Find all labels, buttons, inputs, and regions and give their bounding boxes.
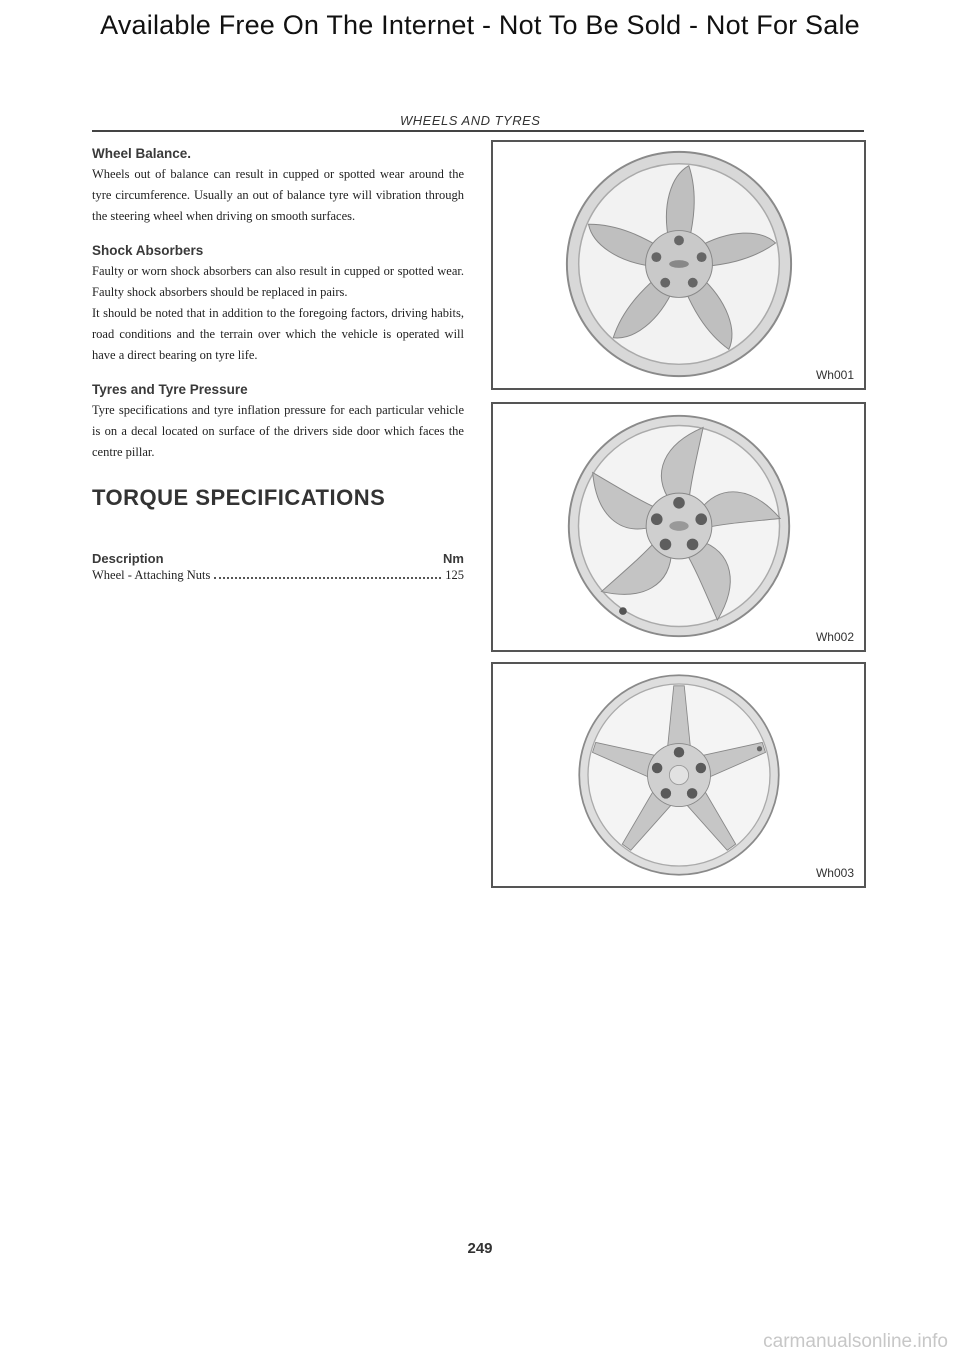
wheel-figure-3 <box>491 662 866 888</box>
spec-unit-header: Nm <box>443 551 464 566</box>
wheel-balance-paragraph: Wheels out of balance can result in cupped or spotted wear around the tyre circumference. Usually an out of balance tyre will vibration through the steering wheel when driving on smooth surfaces. <box>92 167 464 223</box>
text-column <box>92 146 464 583</box>
header-rule <box>92 130 864 132</box>
section-header: WHEELS AND TYRES <box>400 113 541 128</box>
spec-value: 125 <box>445 568 464 582</box>
shock-absorbers-heading: Shock Absorbers <box>92 243 204 258</box>
tyre-life-paragraph: It should be noted that in addition to the foregoing factors, driving habits, road conditions and the terrain over which the vehicle is operated will have a direct bearing on tyre life. <box>92 306 464 362</box>
shock-absorbers-section <box>92 243 464 366</box>
tyre-pressure-paragraph: Tyre specifications and tyre inflation pressure for each particular vehicle is on a decal located on surface of the drivers side door which faces the centre pillar. <box>92 403 464 459</box>
alloy-wheel-star-spoke-illustration <box>574 670 784 880</box>
spec-table-row <box>92 568 464 583</box>
figure-label-1: Wh001 <box>815 368 854 382</box>
figure-label-2: Wh002 <box>815 630 854 644</box>
wheel-balance-section <box>92 146 464 227</box>
figure-label-3: Wh003 <box>815 866 854 880</box>
tyre-pressure-section <box>92 382 464 463</box>
page-number: 249 <box>467 1240 493 1257</box>
alloy-wheel-twisted-spoke-illustration <box>563 410 795 642</box>
wheel-figure-2 <box>491 402 866 652</box>
shock-absorbers-paragraph: Faulty or worn shock absorbers can also result in cupped or spotted wear. Faulty shock absorbers should be replaced in pairs. <box>92 264 464 299</box>
dot-leader <box>214 577 441 579</box>
spec-item: Wheel - Attaching Nuts <box>92 568 211 582</box>
torque-specifications-title: TORQUE SPECIFICATIONS <box>92 485 386 510</box>
alloy-wheel-5-spoke-illustration <box>561 146 797 382</box>
spec-description-header: Description <box>92 551 164 566</box>
tyre-pressure-heading: Tyres and Tyre Pressure <box>92 382 248 397</box>
watermark-banner: Available Free On The Internet - Not To Be Sold - Not For Sale <box>100 10 860 40</box>
wheel-figure-1 <box>491 140 866 390</box>
wheel-balance-heading: Wheel Balance. <box>92 146 192 161</box>
spec-table-header <box>92 551 464 566</box>
footer-site-watermark: carmanualsonline.info <box>763 1331 948 1352</box>
